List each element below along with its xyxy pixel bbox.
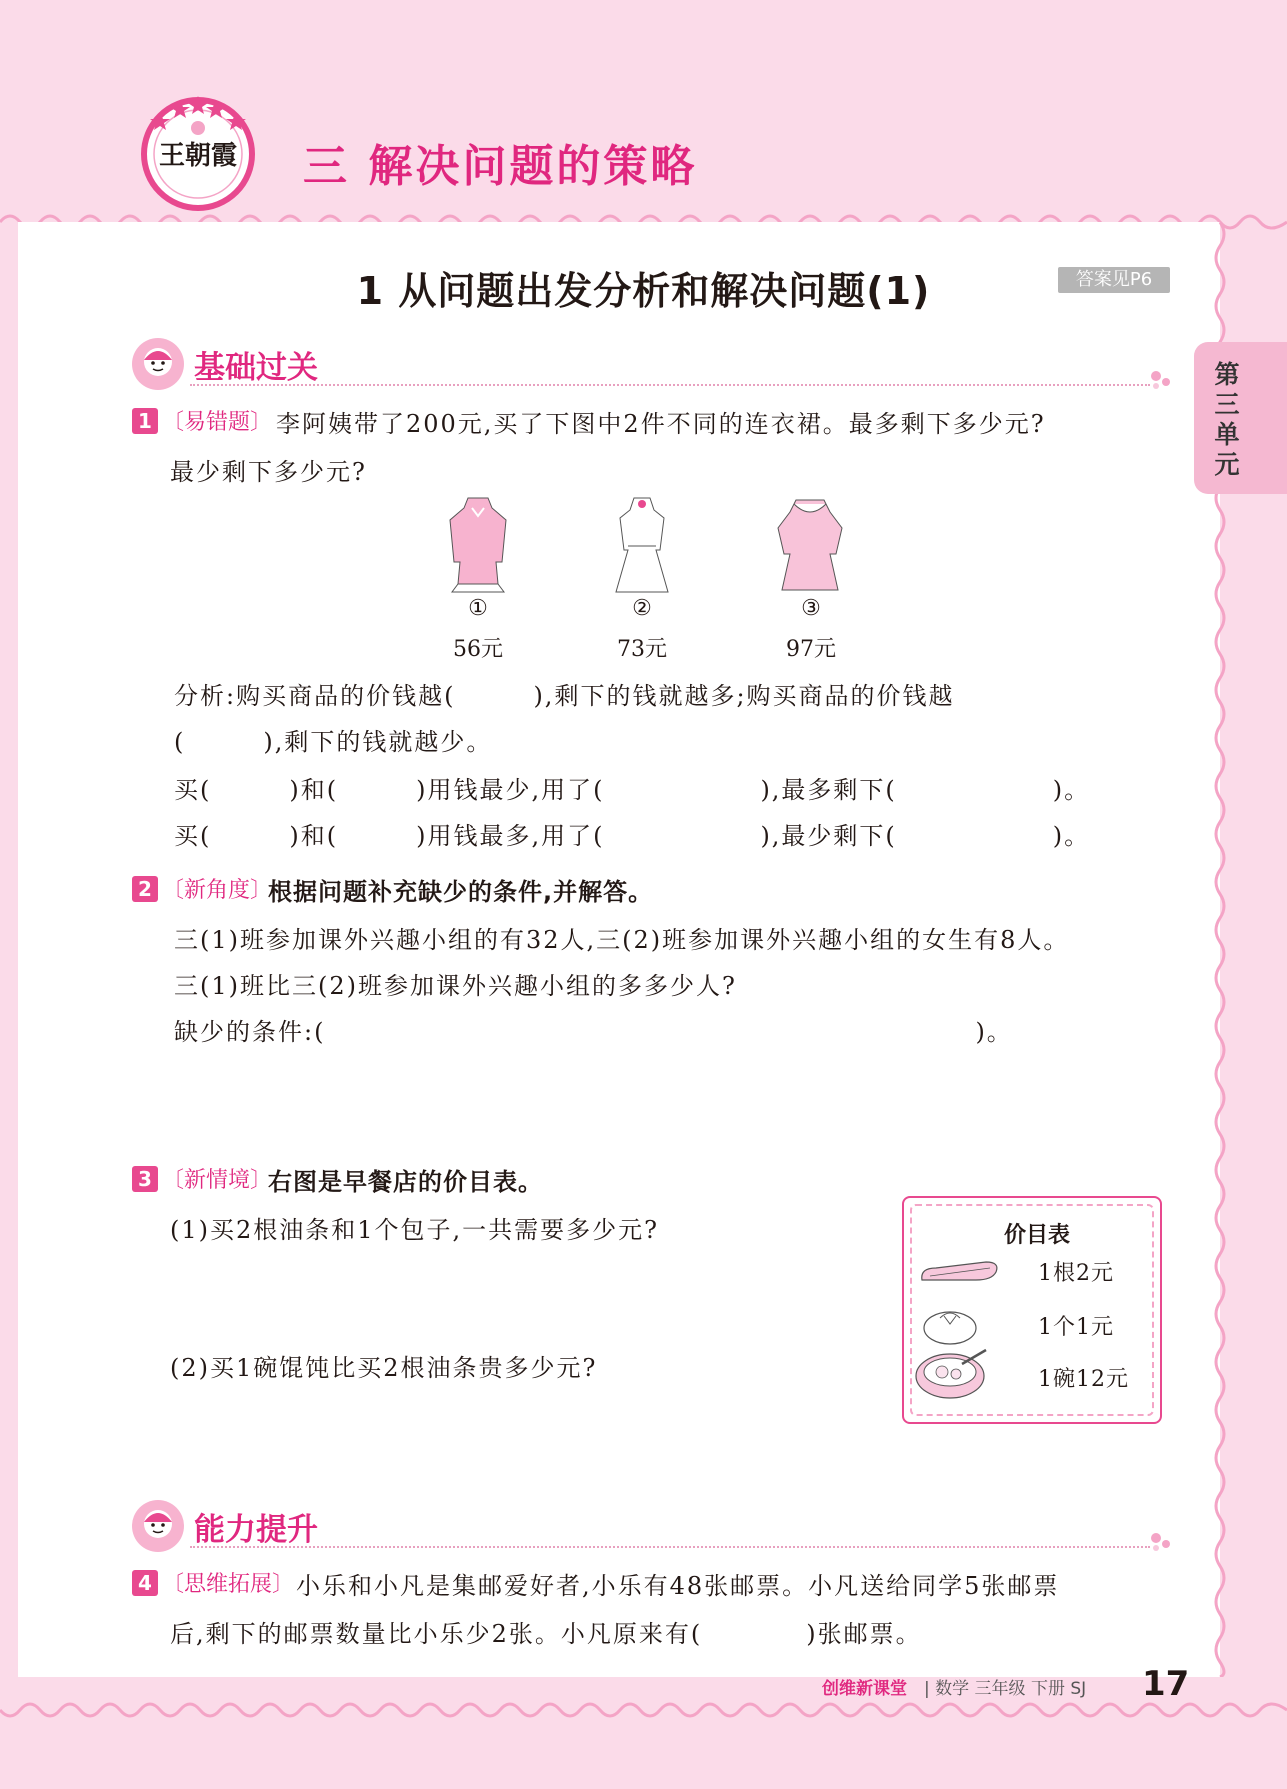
dress-label: ①: [468, 596, 488, 621]
unit-side-tab-label: 第三单元: [1214, 360, 1240, 479]
lesson-title: 1 从问题出发分析和解决问题(1): [356, 269, 931, 313]
price-table-title: 价目表: [1004, 1223, 1071, 1248]
teacher-avatar-icon: [130, 336, 186, 392]
question-number: 4: [132, 1570, 158, 1596]
price-item: 1碗12元: [1038, 1367, 1129, 1392]
dots-ornament-icon: [1148, 368, 1174, 392]
question-number: 2: [132, 876, 158, 902]
baozi-icon: [920, 1302, 980, 1346]
question-tag: 〔新角度〕: [162, 878, 273, 903]
question-text: 李阿姨带了200元,买了下图中2件不同的连衣裙。最多剩下多少元?: [276, 410, 1046, 438]
fill-in-line: 缺少的条件:( )。: [174, 1018, 1013, 1046]
question-text: 最少剩下多少元?: [170, 458, 367, 486]
section-divider: [190, 384, 1150, 388]
sub-question: (1)买2根油条和1个包子,一共需要多少元?: [170, 1216, 660, 1244]
dots-ornament-icon: [1148, 1530, 1174, 1554]
dress-label: ②: [632, 596, 652, 621]
question-number: 1: [132, 408, 158, 434]
question-number: 3: [132, 1166, 158, 1192]
analysis-text: ( ),剩下的钱就越少。: [174, 728, 493, 756]
logo-text: 王朝霞: [158, 141, 238, 171]
question-tag: 〔思维拓展〕: [162, 1572, 295, 1597]
footer-brand: 创维新课堂: [822, 1679, 907, 1699]
question-text: 三(1)班比三(2)班参加课外兴趣小组的多多少人?: [174, 972, 737, 1000]
question-tag: 〔易错题〕: [162, 410, 273, 435]
price-item: 1根2元: [1038, 1261, 1114, 1286]
brand-logo: [138, 92, 258, 212]
question-text: 三(1)班参加课外兴趣小组的有32人,三(2)班参加课外兴趣小组的女生有8人。: [174, 926, 1070, 954]
question-text: 后,剩下的邮票数量比小乐少2张。小凡原来有( )张邮票。: [170, 1620, 922, 1648]
bottom-wave-border: [0, 1696, 1287, 1736]
wonton-bowl-icon: [912, 1346, 992, 1406]
dress-icon: [772, 492, 848, 596]
footer-info: | 数学 三年级 下册 SJ: [924, 1679, 1087, 1699]
sub-question: (2)买1碗馄饨比买2根油条贵多少元?: [170, 1354, 598, 1382]
question-tag: 〔新情境〕: [162, 1168, 273, 1193]
page-number: 17: [1142, 1664, 1190, 1704]
question-lead: 右图是早餐店的价目表。: [268, 1168, 543, 1196]
fill-in-line: 买( )和( )用钱最少,用了( ),最多剩下( )。: [174, 776, 1091, 804]
dress-price: 97元: [786, 637, 836, 662]
fill-in-line: 买( )和( )用钱最多,用了( ),最少剩下( )。: [174, 822, 1091, 850]
dress-label: ③: [801, 596, 821, 621]
section-title-advanced: 能力提升: [194, 1512, 318, 1548]
unit-title: 三 解决问题的策略: [303, 141, 698, 192]
dress-icon: [442, 492, 514, 596]
section-title-basic: 基础过关: [194, 350, 318, 386]
price-item: 1个1元: [1038, 1315, 1114, 1340]
dress-icon: [606, 492, 678, 596]
analysis-text: 分析:购买商品的价钱越( ),剩下的钱就越多;购买商品的价钱越: [174, 682, 955, 710]
dress-price: 56元: [453, 637, 503, 662]
teacher-avatar-icon: [130, 1498, 186, 1554]
question-lead: 根据问题补充缺少的条件,并解答。: [268, 878, 654, 906]
section-divider: [190, 1546, 1150, 1550]
question-text: 小乐和小凡是集邮爱好者,小乐有48张邮票。小凡送给同学5张邮票: [296, 1572, 1060, 1600]
answer-reference-badge: 答案见P6: [1058, 267, 1170, 293]
youtiao-icon: [916, 1254, 1002, 1290]
dress-price: 73元: [617, 637, 667, 662]
